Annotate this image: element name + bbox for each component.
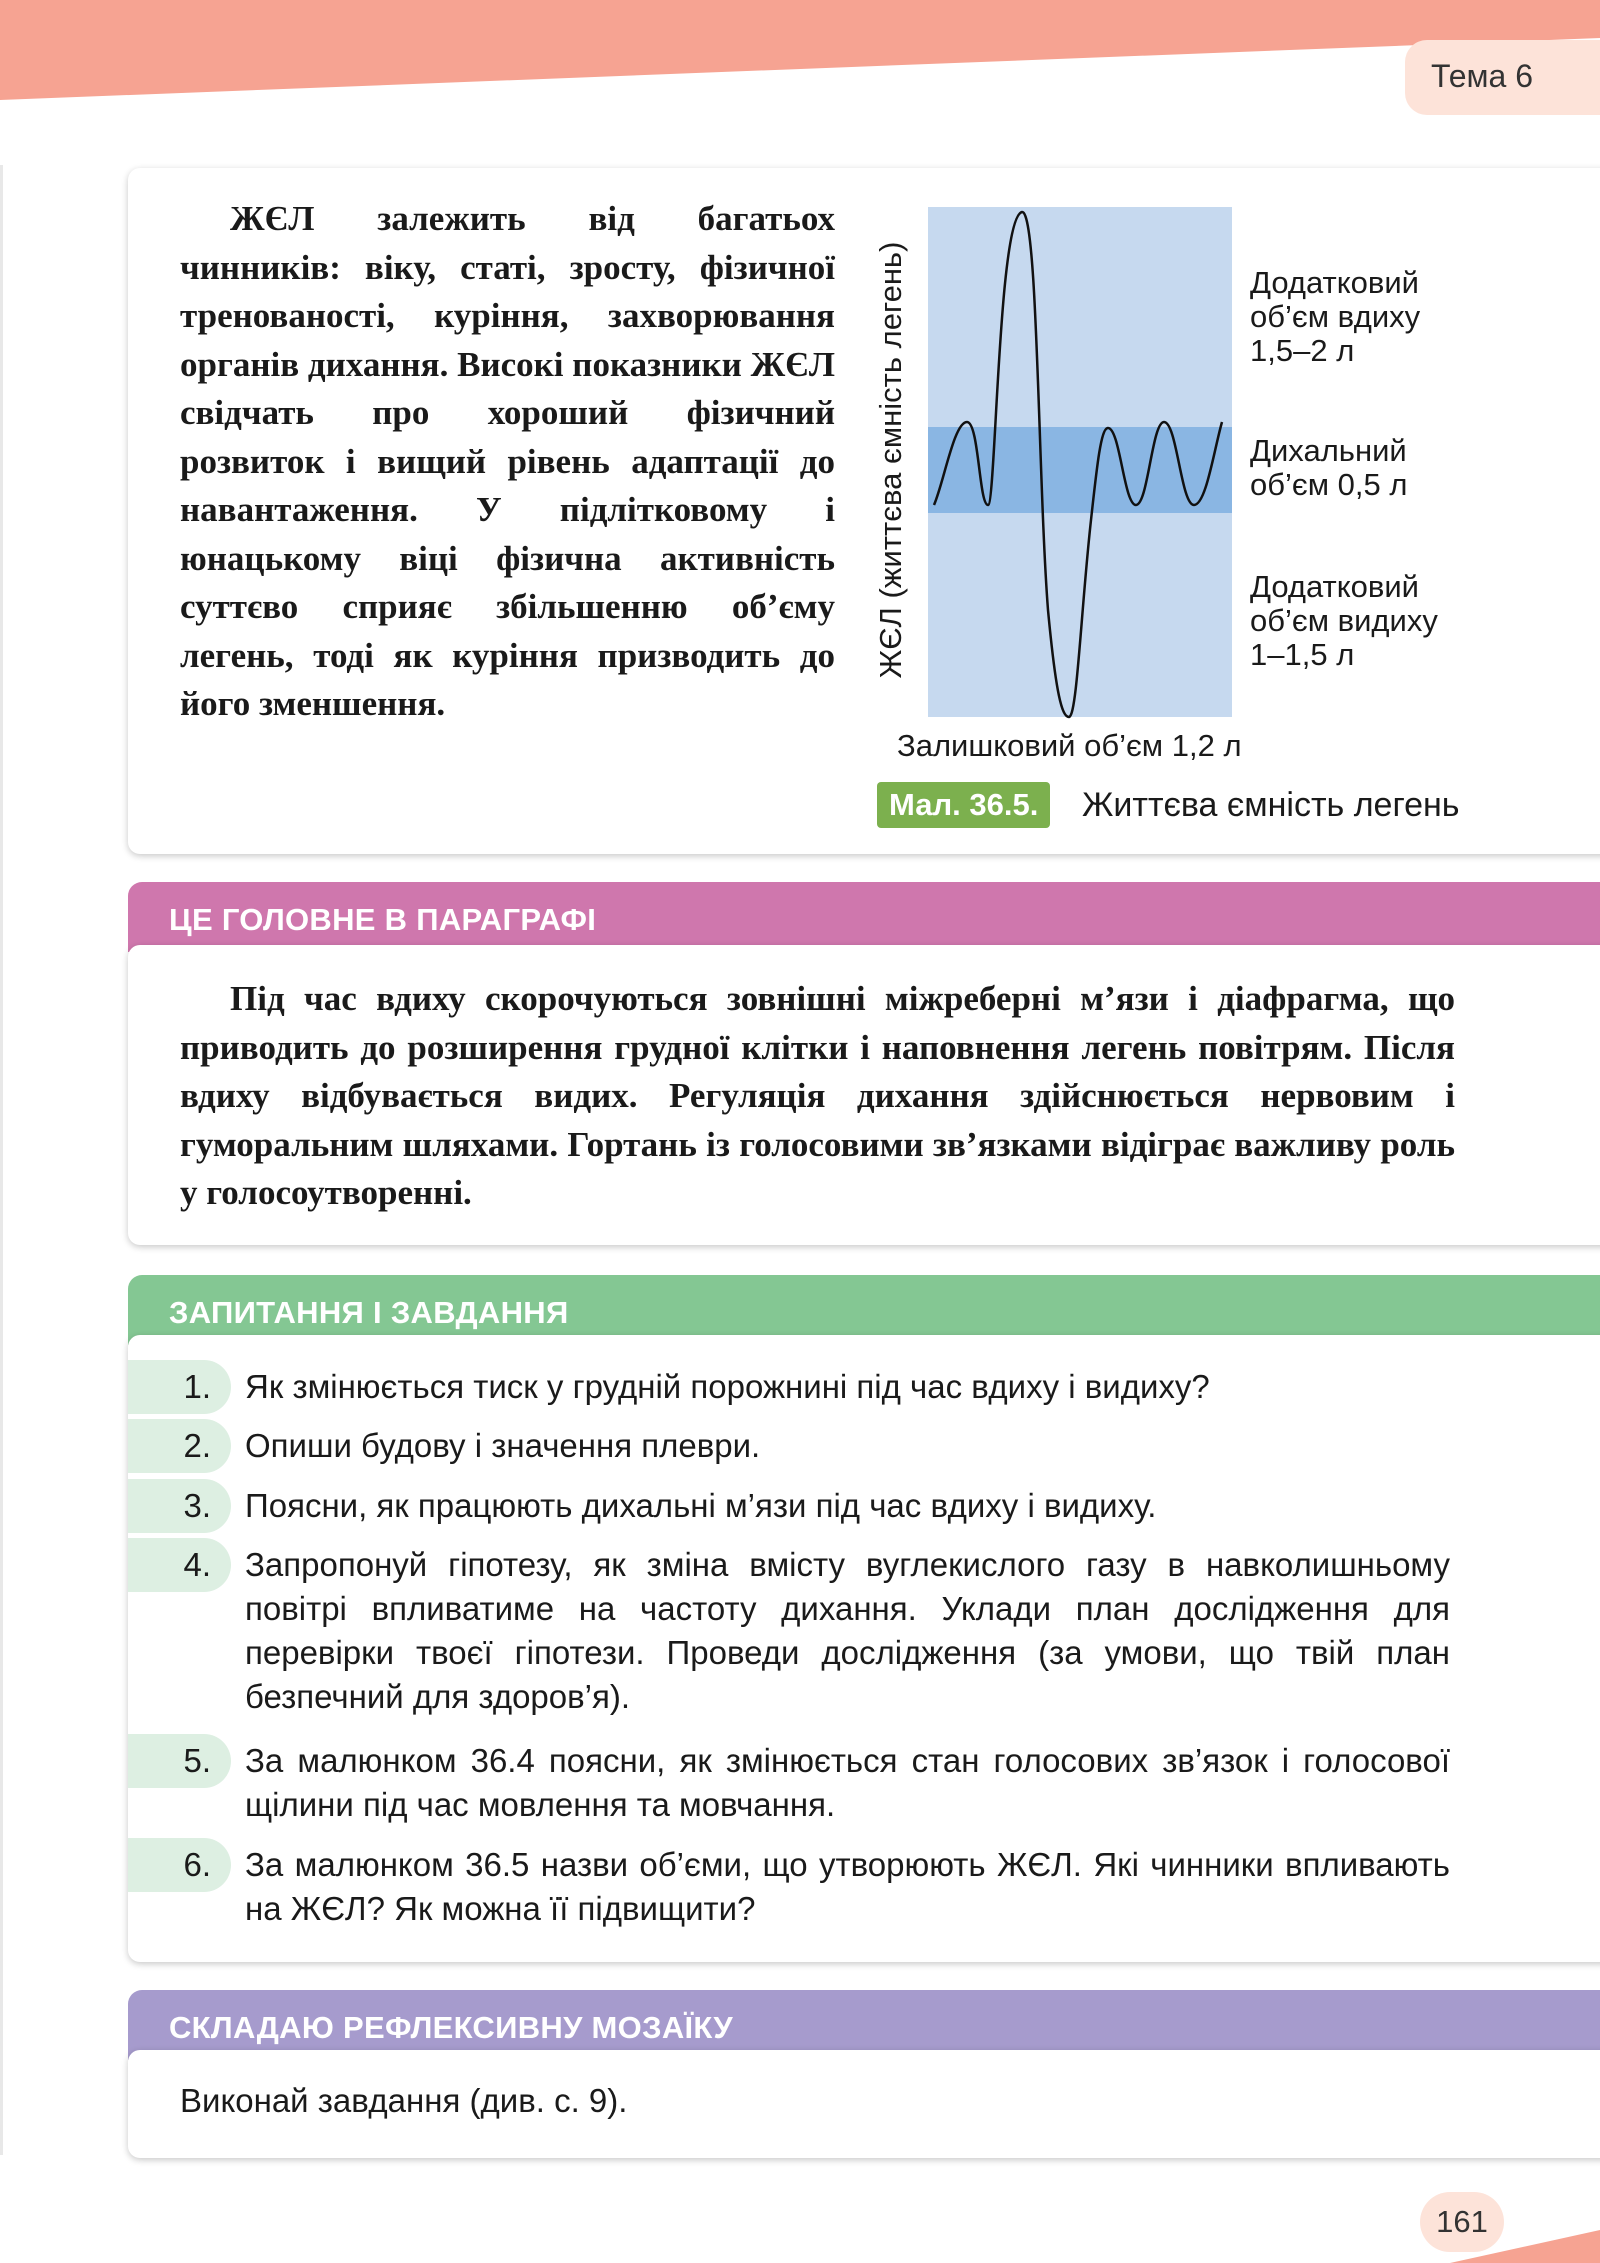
figure-badge: Мал. 36.5.: [877, 782, 1050, 828]
theme-label: Тема 6: [1431, 58, 1534, 94]
question-text: Запропонуй гіпотезу, як зміна вмісту вуглекислого газу в навколишньому повітрі впливатиме на частоту дихання. Уклади план дослідження для перевірки твоєї гіпотези. Проведи дослідження (за умови, що твій план безпечний для здоров’я).: [245, 1546, 1450, 1715]
theme-tab: [1405, 40, 1600, 115]
question-number: 1.: [128, 1360, 231, 1414]
chart-ylabel: ЖЄЛ (життєва ємність легень): [873, 241, 908, 679]
summary-header-label: ЦЕ ГОЛОВНЕ В ПАРАГРАФІ: [169, 902, 597, 937]
top-decorative-band: [0, 0, 1600, 100]
chart-label-expiratory: Додатковий об’єм видиху 1–1,5 л: [1250, 569, 1438, 672]
question-number: 5.: [128, 1734, 231, 1788]
figure-title: Життєва ємність легень: [1082, 786, 1460, 824]
reflection-header-label: СКЛАДАЮ РЕФЛЕКСИВНУ МОЗАЇКУ: [169, 2010, 733, 2045]
chart-label-inspiratory: Додатковий об’єм вдиху 1,5–2 л: [1250, 265, 1421, 368]
chart-label-residual: Залишковий об’єм 1,2 л: [897, 728, 1242, 763]
question-number: 2.: [128, 1419, 231, 1473]
question-text: Поясни, як працюють дихальні м’язи під час вдиху і видиху.: [245, 1487, 1157, 1524]
question-text: За малюнком 36.5 назви об’єми, що утворюють ЖЄЛ. Які чинники впливають на ЖЄЛ? Як можна її підвищити?: [245, 1846, 1450, 1927]
question-number: 4.: [128, 1538, 231, 1592]
question-text: Як змінюється тиск у грудній порожнині під час вдиху і видиху?: [245, 1368, 1210, 1405]
question-text: Опиши будову і значення плеври.: [245, 1427, 761, 1464]
chart-zone-tidal: [928, 427, 1232, 513]
page-number: 161: [1420, 2192, 1504, 2252]
page-margin-line: [0, 165, 3, 2155]
question-number: 6.: [128, 1838, 231, 1892]
summary-header: [128, 882, 1600, 952]
question-text: За малюнком 36.4 поясни, як змінюється стан голосових зв’язок і голосової щілини під час мовлення та мовчання.: [245, 1742, 1450, 1823]
chart-label-tidal: Дихальний об’єм 0,5 л: [1250, 433, 1408, 502]
questions-header-label: ЗАПИТАННЯ І ЗАВДАННЯ: [169, 1295, 569, 1330]
reflection-text: Виконай завдання (див. с. 9).: [180, 2082, 628, 2119]
question-number: 3.: [128, 1479, 231, 1533]
intro-paragraph: ЖЄЛ залежить від багатьох чинників: віку, статі, зросту, фізичної тренованості, куріння, захворювання органів дихання. Високі показники ЖЄЛ свідчать про хороший фізичний розвиток і вищий рівень адаптації до навантаження. У підлітковому і юнацькому віці фізична активність суттєво сприяє збільшенню об’єму легень, тоді як куріння призводить до його зменшення.: [180, 199, 835, 723]
summary-paragraph: Під час вдиху скорочуються зовнішні міжреберні м’язи і діафрагма, що приводить до розширення грудної клітки і наповнення легень повітрям. Після вдиху відбувається видих. Регуляція дихання здійснюється нервовим і гуморальним шляхами. Гортань із голосовими зв’язками відіграє важливу роль у голосоутворенні.: [180, 979, 1455, 1212]
